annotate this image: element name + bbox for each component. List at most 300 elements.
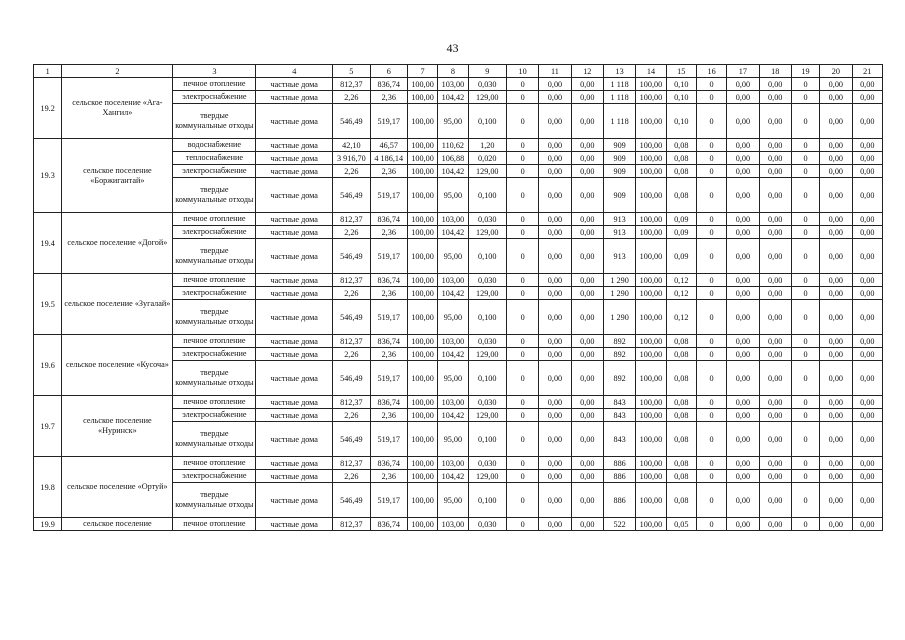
- value-cell: 0,00: [571, 239, 603, 274]
- value-cell: 0: [791, 139, 819, 152]
- value-cell: 100,00: [636, 518, 666, 531]
- value-cell: 0: [696, 422, 726, 457]
- value-cell: 0,00: [820, 335, 852, 348]
- value-cell: 100,00: [636, 348, 666, 361]
- value-cell: 0,00: [539, 78, 571, 91]
- value-cell: 42,10: [333, 139, 370, 152]
- value-cell: 0: [791, 300, 819, 335]
- value-cell: 0,00: [759, 422, 791, 457]
- column-number: 15: [666, 65, 696, 78]
- value-cell: 0,00: [571, 274, 603, 287]
- value-cell: 100,00: [636, 361, 666, 396]
- value-cell: 103,00: [438, 213, 468, 226]
- value-cell: 812,37: [333, 457, 370, 470]
- value-cell: 0: [696, 104, 726, 139]
- value-cell: 0: [506, 274, 538, 287]
- column-number: 9: [468, 65, 506, 78]
- value-cell: 0,00: [727, 396, 759, 409]
- value-cell: 100,00: [636, 213, 666, 226]
- value-cell: 892: [603, 348, 635, 361]
- value-cell: 892: [603, 335, 635, 348]
- value-cell: 0: [696, 348, 726, 361]
- row-number-cell: 19.3: [34, 139, 62, 213]
- value-cell: 0: [696, 239, 726, 274]
- value-cell: 100,00: [407, 470, 437, 483]
- value-cell: 100,00: [407, 165, 437, 178]
- value-cell: 836,74: [370, 335, 407, 348]
- value-cell: 0,12: [666, 300, 696, 335]
- value-cell: 909: [603, 152, 635, 165]
- value-cell: 0: [506, 239, 538, 274]
- value-cell: 0: [696, 78, 726, 91]
- value-cell: 0,00: [571, 287, 603, 300]
- value-cell: 0,00: [852, 78, 883, 91]
- value-cell: 0,00: [852, 104, 883, 139]
- value-cell: 0,00: [539, 104, 571, 139]
- value-cell: 843: [603, 409, 635, 422]
- value-cell: 2,36: [370, 287, 407, 300]
- value-cell: 0,00: [727, 178, 759, 213]
- value-cell: 100,00: [407, 483, 437, 518]
- value-cell: 0,00: [539, 300, 571, 335]
- value-cell: 0,00: [759, 396, 791, 409]
- housing-type-cell: частные дома: [256, 422, 333, 457]
- value-cell: 0: [506, 361, 538, 396]
- value-cell: 0: [696, 178, 726, 213]
- housing-type-cell: частные дома: [256, 165, 333, 178]
- row-number-cell: 19.2: [34, 78, 62, 139]
- table-row: [34, 274, 883, 287]
- column-number: 3: [173, 65, 256, 78]
- value-cell: 0,100: [468, 104, 506, 139]
- value-cell: 0,00: [820, 457, 852, 470]
- value-cell: 0,08: [666, 422, 696, 457]
- housing-type-cell: частные дома: [256, 104, 333, 139]
- housing-type-cell: частные дома: [256, 226, 333, 239]
- value-cell: 0,00: [852, 335, 883, 348]
- table-row: [34, 457, 883, 470]
- value-cell: 100,00: [407, 300, 437, 335]
- column-number: 19: [791, 65, 819, 78]
- value-cell: 100,00: [636, 483, 666, 518]
- value-cell: 0,00: [539, 178, 571, 213]
- value-cell: 0: [696, 396, 726, 409]
- value-cell: 95,00: [438, 178, 468, 213]
- value-cell: 0,00: [759, 457, 791, 470]
- value-cell: 836,74: [370, 457, 407, 470]
- value-cell: 0,100: [468, 422, 506, 457]
- service-cell: электроснабжение: [173, 91, 256, 104]
- value-cell: 0,08: [666, 361, 696, 396]
- value-cell: 0,00: [759, 348, 791, 361]
- value-cell: 0,00: [759, 274, 791, 287]
- value-cell: 836,74: [370, 396, 407, 409]
- column-number: 10: [506, 65, 538, 78]
- value-cell: 0,00: [539, 470, 571, 483]
- value-cell: 100,00: [636, 287, 666, 300]
- column-number: 2: [62, 65, 173, 78]
- value-cell: 100,00: [636, 409, 666, 422]
- value-cell: 519,17: [370, 361, 407, 396]
- value-cell: 0,00: [852, 152, 883, 165]
- value-cell: 100,00: [407, 78, 437, 91]
- value-cell: 100,00: [636, 457, 666, 470]
- value-cell: 0,00: [727, 409, 759, 422]
- value-cell: 1,20: [468, 139, 506, 152]
- value-cell: 0,00: [852, 239, 883, 274]
- value-cell: 0,00: [727, 483, 759, 518]
- value-cell: 812,37: [333, 78, 370, 91]
- value-cell: 2,36: [370, 409, 407, 422]
- value-cell: 0,00: [820, 274, 852, 287]
- settlement-name-cell: сельское поселение «Боржигантай»: [62, 139, 173, 213]
- service-cell: твердые коммунальные отходы: [173, 104, 256, 139]
- value-cell: 2,26: [333, 91, 370, 104]
- value-cell: 100,00: [407, 104, 437, 139]
- value-cell: 95,00: [438, 239, 468, 274]
- value-cell: 886: [603, 470, 635, 483]
- service-cell: печное отопление: [173, 457, 256, 470]
- value-cell: 0: [506, 483, 538, 518]
- value-cell: 104,42: [438, 287, 468, 300]
- value-cell: 0,00: [571, 409, 603, 422]
- column-number: 7: [407, 65, 437, 78]
- value-cell: 0: [791, 470, 819, 483]
- value-cell: 100,00: [636, 300, 666, 335]
- value-cell: 100,00: [407, 239, 437, 274]
- column-number: 6: [370, 65, 407, 78]
- tariff-table: [33, 64, 883, 531]
- housing-type-cell: частные дома: [256, 470, 333, 483]
- value-cell: 0,00: [727, 226, 759, 239]
- service-cell: электроснабжение: [173, 409, 256, 422]
- value-cell: 0: [506, 470, 538, 483]
- service-cell: твердые коммунальные отходы: [173, 361, 256, 396]
- value-cell: 0,00: [759, 165, 791, 178]
- value-cell: 0: [696, 335, 726, 348]
- value-cell: 519,17: [370, 483, 407, 518]
- settlement-name-cell: сельское поселение «Ортуй»: [62, 457, 173, 518]
- value-cell: 546,49: [333, 300, 370, 335]
- value-cell: 0,10: [666, 91, 696, 104]
- value-cell: 0,00: [539, 396, 571, 409]
- value-cell: 1 118: [603, 78, 635, 91]
- value-cell: 100,00: [636, 165, 666, 178]
- value-cell: 0,030: [468, 396, 506, 409]
- value-cell: 0,00: [539, 139, 571, 152]
- value-cell: 0,00: [539, 287, 571, 300]
- value-cell: 0,08: [666, 409, 696, 422]
- value-cell: 0: [506, 178, 538, 213]
- value-cell: 0,00: [571, 348, 603, 361]
- value-cell: 104,42: [438, 91, 468, 104]
- value-cell: 0,00: [820, 422, 852, 457]
- value-cell: 0,00: [727, 300, 759, 335]
- value-cell: 100,00: [636, 274, 666, 287]
- value-cell: 0,00: [727, 239, 759, 274]
- table-row: [34, 396, 883, 409]
- value-cell: 2,36: [370, 91, 407, 104]
- value-cell: 0,00: [571, 226, 603, 239]
- row-number-cell: 19.7: [34, 396, 62, 457]
- value-cell: 0,00: [727, 139, 759, 152]
- value-cell: 0: [506, 213, 538, 226]
- value-cell: 0: [791, 396, 819, 409]
- service-cell: твердые коммунальные отходы: [173, 422, 256, 457]
- service-cell: электроснабжение: [173, 165, 256, 178]
- value-cell: 0,00: [852, 178, 883, 213]
- value-cell: 0,05: [666, 518, 696, 531]
- value-cell: 546,49: [333, 239, 370, 274]
- column-number: 20: [820, 65, 852, 78]
- housing-type-cell: частные дома: [256, 274, 333, 287]
- value-cell: 519,17: [370, 104, 407, 139]
- value-cell: 0,08: [666, 178, 696, 213]
- value-cell: 0,00: [571, 78, 603, 91]
- value-cell: 0,00: [727, 470, 759, 483]
- value-cell: 0,100: [468, 239, 506, 274]
- value-cell: 0: [791, 213, 819, 226]
- value-cell: 0,00: [727, 348, 759, 361]
- value-cell: 100,00: [636, 178, 666, 213]
- value-cell: 0,00: [852, 226, 883, 239]
- service-cell: печное отопление: [173, 335, 256, 348]
- value-cell: 0,00: [852, 422, 883, 457]
- value-cell: 836,74: [370, 78, 407, 91]
- housing-type-cell: частные дома: [256, 457, 333, 470]
- value-cell: 100,00: [407, 91, 437, 104]
- settlement-name-cell: сельское поселение «Нуринск»: [62, 396, 173, 457]
- value-cell: 0,00: [571, 335, 603, 348]
- value-cell: 0,00: [820, 104, 852, 139]
- value-cell: 0,00: [820, 213, 852, 226]
- value-cell: 0,00: [820, 178, 852, 213]
- value-cell: 1 118: [603, 91, 635, 104]
- value-cell: 0,00: [727, 274, 759, 287]
- value-cell: 0: [506, 457, 538, 470]
- value-cell: 0: [696, 152, 726, 165]
- value-cell: 0: [791, 335, 819, 348]
- value-cell: 129,00: [468, 287, 506, 300]
- value-cell: 519,17: [370, 422, 407, 457]
- table-row: [34, 139, 883, 152]
- value-cell: 0,00: [727, 457, 759, 470]
- value-cell: 0,00: [539, 239, 571, 274]
- housing-type-cell: частные дома: [256, 139, 333, 152]
- value-cell: 0,030: [468, 518, 506, 531]
- value-cell: 909: [603, 165, 635, 178]
- value-cell: 0: [506, 518, 538, 531]
- value-cell: 0: [791, 422, 819, 457]
- value-cell: 95,00: [438, 104, 468, 139]
- value-cell: 0,00: [759, 226, 791, 239]
- column-number: 11: [539, 65, 571, 78]
- value-cell: 0,020: [468, 152, 506, 165]
- value-cell: 0,12: [666, 287, 696, 300]
- row-number-cell: 19.9: [34, 518, 62, 531]
- value-cell: 0: [791, 348, 819, 361]
- service-cell: электроснабжение: [173, 348, 256, 361]
- value-cell: 0,00: [571, 213, 603, 226]
- value-cell: 812,37: [333, 335, 370, 348]
- value-cell: 0,00: [539, 274, 571, 287]
- value-cell: 0,00: [820, 409, 852, 422]
- value-cell: 892: [603, 361, 635, 396]
- value-cell: 95,00: [438, 483, 468, 518]
- value-cell: 0,00: [820, 91, 852, 104]
- value-cell: 0,00: [820, 361, 852, 396]
- value-cell: 100,00: [636, 396, 666, 409]
- housing-type-cell: частные дома: [256, 91, 333, 104]
- value-cell: 100,00: [636, 139, 666, 152]
- service-cell: печное отопление: [173, 518, 256, 531]
- value-cell: 0,00: [820, 300, 852, 335]
- value-cell: 0: [791, 78, 819, 91]
- value-cell: 100,00: [407, 178, 437, 213]
- value-cell: 0,00: [571, 470, 603, 483]
- value-cell: 913: [603, 239, 635, 274]
- settlement-name-cell: сельское поселение «Ага-Хангил»: [62, 78, 173, 139]
- value-cell: 0,00: [852, 348, 883, 361]
- value-cell: 0: [791, 178, 819, 213]
- value-cell: 100,00: [636, 91, 666, 104]
- value-cell: 909: [603, 139, 635, 152]
- value-cell: 103,00: [438, 396, 468, 409]
- value-cell: 95,00: [438, 300, 468, 335]
- value-cell: 0,00: [759, 518, 791, 531]
- value-cell: 0,00: [852, 518, 883, 531]
- value-cell: 0,00: [571, 483, 603, 518]
- value-cell: 100,00: [407, 226, 437, 239]
- value-cell: 0,00: [539, 91, 571, 104]
- service-cell: твердые коммунальные отходы: [173, 178, 256, 213]
- service-cell: печное отопление: [173, 78, 256, 91]
- value-cell: 0,00: [852, 91, 883, 104]
- value-cell: 0,00: [820, 518, 852, 531]
- value-cell: 0,100: [468, 300, 506, 335]
- value-cell: 100,00: [636, 152, 666, 165]
- value-cell: 0: [696, 470, 726, 483]
- value-cell: 0,00: [759, 287, 791, 300]
- value-cell: 2,26: [333, 409, 370, 422]
- value-cell: 0,00: [852, 165, 883, 178]
- table-row: [34, 78, 883, 91]
- value-cell: 0,00: [759, 470, 791, 483]
- value-cell: 100,00: [636, 422, 666, 457]
- value-cell: 836,74: [370, 518, 407, 531]
- value-cell: 0,00: [571, 422, 603, 457]
- value-cell: 100,00: [636, 239, 666, 274]
- value-cell: 0,08: [666, 348, 696, 361]
- value-cell: 836,74: [370, 274, 407, 287]
- housing-type-cell: частные дома: [256, 239, 333, 274]
- value-cell: 0,00: [852, 287, 883, 300]
- value-cell: 103,00: [438, 518, 468, 531]
- table-row: [34, 335, 883, 348]
- value-cell: 0: [696, 213, 726, 226]
- value-cell: 100,00: [407, 274, 437, 287]
- value-cell: 0,00: [727, 361, 759, 396]
- value-cell: 812,37: [333, 213, 370, 226]
- value-cell: 0,00: [759, 91, 791, 104]
- value-cell: 0: [506, 396, 538, 409]
- value-cell: 100,00: [407, 518, 437, 531]
- value-cell: 46,57: [370, 139, 407, 152]
- housing-type-cell: частные дома: [256, 213, 333, 226]
- value-cell: 546,49: [333, 422, 370, 457]
- housing-type-cell: частные дома: [256, 287, 333, 300]
- value-cell: 104,42: [438, 348, 468, 361]
- value-cell: 0,00: [852, 409, 883, 422]
- value-cell: 100,00: [407, 152, 437, 165]
- value-cell: 0: [791, 226, 819, 239]
- value-cell: 0: [506, 139, 538, 152]
- value-cell: 0: [696, 483, 726, 518]
- value-cell: 0,00: [820, 470, 852, 483]
- value-cell: 0,00: [852, 213, 883, 226]
- value-cell: 0,09: [666, 239, 696, 274]
- value-cell: 103,00: [438, 457, 468, 470]
- service-cell: электроснабжение: [173, 287, 256, 300]
- value-cell: 0,08: [666, 165, 696, 178]
- value-cell: 0,00: [539, 165, 571, 178]
- value-cell: 0,00: [571, 152, 603, 165]
- value-cell: 0,00: [852, 139, 883, 152]
- value-cell: 0,00: [727, 335, 759, 348]
- value-cell: 0,00: [539, 152, 571, 165]
- value-cell: 0: [506, 409, 538, 422]
- value-cell: 0,00: [820, 152, 852, 165]
- value-cell: 0,00: [727, 213, 759, 226]
- value-cell: 0,00: [759, 483, 791, 518]
- column-number: 1: [34, 65, 62, 78]
- housing-type-cell: частные дома: [256, 409, 333, 422]
- value-cell: 100,00: [407, 396, 437, 409]
- value-cell: 129,00: [468, 226, 506, 239]
- value-cell: 0,00: [571, 457, 603, 470]
- value-cell: 843: [603, 422, 635, 457]
- value-cell: 104,42: [438, 165, 468, 178]
- value-cell: 0,00: [759, 409, 791, 422]
- housing-type-cell: частные дома: [256, 152, 333, 165]
- value-cell: 886: [603, 457, 635, 470]
- value-cell: 0: [506, 152, 538, 165]
- value-cell: 519,17: [370, 178, 407, 213]
- value-cell: 100,00: [407, 422, 437, 457]
- value-cell: 886: [603, 483, 635, 518]
- value-cell: 0,100: [468, 361, 506, 396]
- value-cell: 0,030: [468, 274, 506, 287]
- value-cell: 0: [696, 287, 726, 300]
- value-cell: 0,00: [820, 483, 852, 518]
- value-cell: 100,00: [407, 287, 437, 300]
- value-cell: 812,37: [333, 518, 370, 531]
- value-cell: 0,00: [820, 348, 852, 361]
- value-cell: 0,00: [852, 457, 883, 470]
- value-cell: 104,42: [438, 226, 468, 239]
- service-cell: твердые коммунальные отходы: [173, 483, 256, 518]
- value-cell: 0,10: [666, 78, 696, 91]
- value-cell: 0,100: [468, 483, 506, 518]
- value-cell: 0: [696, 409, 726, 422]
- value-cell: 546,49: [333, 361, 370, 396]
- value-cell: 546,49: [333, 104, 370, 139]
- value-cell: 100,00: [407, 335, 437, 348]
- service-cell: печное отопление: [173, 274, 256, 287]
- value-cell: 0,00: [571, 91, 603, 104]
- value-cell: 0,00: [759, 178, 791, 213]
- settlement-name-cell: сельское поселение «Догой»: [62, 213, 173, 274]
